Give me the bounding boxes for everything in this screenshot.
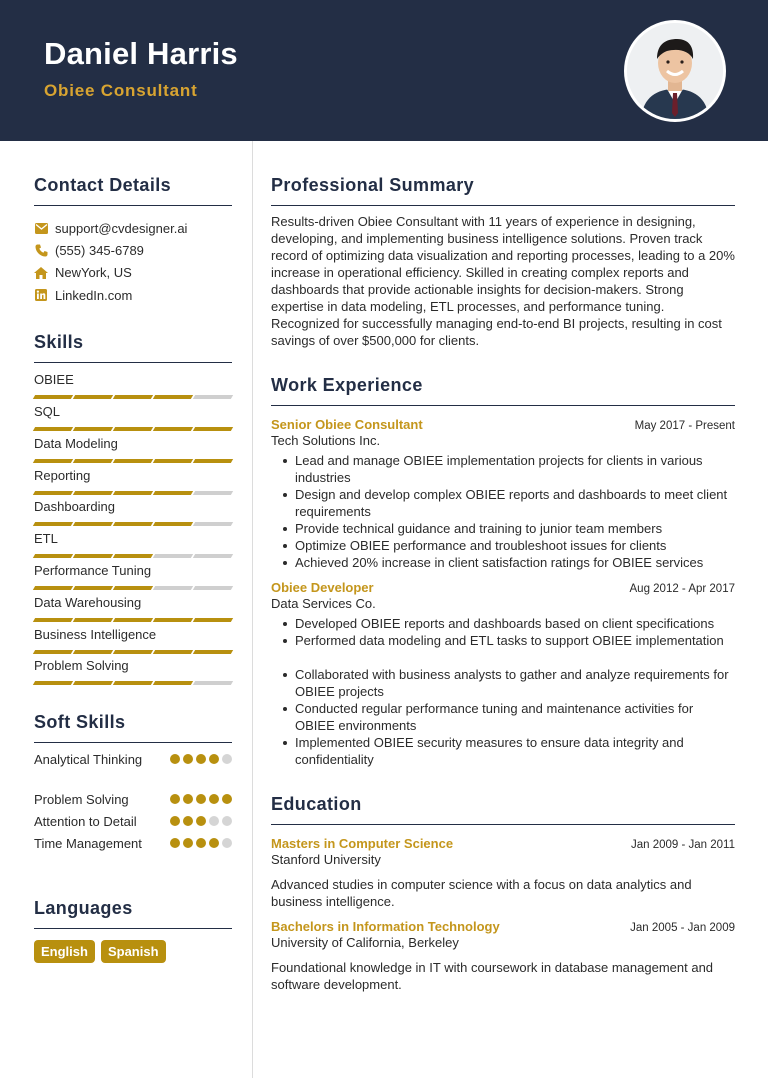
- job-company: Data Services Co.: [271, 596, 376, 611]
- school-name: University of California, Berkeley: [271, 935, 459, 950]
- soft-skill-item: [34, 751, 232, 791]
- skill-level-bar: [34, 395, 232, 399]
- skill-level-segment: [193, 554, 233, 558]
- skill-item: [34, 372, 232, 404]
- skill-item: [34, 468, 232, 500]
- skill-level-segment: [33, 522, 73, 526]
- skill-level-segment: [73, 554, 113, 558]
- rating-dot: [196, 838, 206, 848]
- soft-skill-name: Attention to Detail: [34, 814, 137, 830]
- soft-skill-rating: [170, 816, 232, 826]
- skill-item: [34, 595, 232, 627]
- skill-level-bar: [34, 554, 232, 558]
- skill-item: [34, 404, 232, 436]
- skill-level-bar: [34, 586, 232, 590]
- linkedin-icon: [34, 288, 48, 302]
- job-position: Obiee Developer: [271, 580, 374, 595]
- skill-level-bar: [34, 459, 232, 463]
- contact-location-text: NewYork, US: [55, 265, 132, 281]
- skill-level-segment: [113, 554, 153, 558]
- skill-level-bar: [34, 491, 232, 495]
- degree-title: Bachelors in Information Technology: [271, 919, 500, 934]
- skill-level-segment: [73, 491, 113, 495]
- soft-skill-item: [34, 791, 232, 813]
- skill-level-segment: [113, 650, 153, 654]
- contact-phone-text: (555) 345-6789: [55, 242, 144, 258]
- section-rule: [271, 205, 735, 206]
- skill-level-segment: [33, 395, 73, 399]
- summary-text: Results-driven Obiee Consultant with 11 years of experience in designing, developing, and implementing business intelligence solutions. Proven track record of optimizing data visualization and reporting processes, leading to a 20% increase in operational efficiency. Skilled in creating complex reports and dashboards that provide actionable insights for decision-makers. Strong expertise in data modeling, ETL processes, and performance tuning. Recognized for successfully managing end-to-end BI projects, resulting in cost savings of over $500,000 for clients.: [271, 214, 735, 348]
- skill-level-segment: [193, 586, 233, 590]
- summary-heading: Professional Summary: [271, 175, 475, 195]
- school-name: Stanford University: [271, 852, 381, 867]
- right-column: [271, 172, 735, 993]
- education-dates: Jan 2009 - Jan 2011: [630, 839, 735, 851]
- job-position: Senior Obiee Consultant: [271, 417, 423, 432]
- skill-level-segment: [113, 491, 153, 495]
- skill-item: [34, 563, 232, 595]
- skill-level-segment: [193, 522, 233, 526]
- rating-dot: [209, 754, 219, 764]
- soft-skill-name: Analytical Thinking: [34, 752, 143, 768]
- skill-level-segment: [73, 427, 113, 431]
- skill-level-segment: [113, 395, 153, 399]
- skill-level-segment: [193, 618, 233, 622]
- rating-dot: [170, 794, 180, 804]
- profile-photo: [624, 20, 726, 122]
- rating-dot: [209, 816, 219, 826]
- job-entry: [271, 580, 735, 768]
- degree-title: Masters in Computer Science: [271, 836, 454, 851]
- skill-level-segment: [33, 491, 73, 495]
- rating-dot: [209, 794, 219, 804]
- skill-level-bar: [34, 618, 232, 622]
- skill-level-bar: [34, 650, 232, 654]
- skill-level-segment: [73, 522, 113, 526]
- soft-skill-name: Time Management: [34, 836, 142, 852]
- skills-list: [34, 372, 232, 690]
- education-description: Advanced studies in computer science with a focus on data analytics and business intelligence.: [271, 877, 692, 909]
- phone-icon: [34, 243, 48, 257]
- skill-name: SQL: [34, 403, 61, 419]
- skill-level-segment: [153, 650, 193, 654]
- skill-level-segment: [193, 491, 233, 495]
- job-bullet: Collaborated with business analysts to gather and analyze requirements for OBIEE projects: [271, 666, 735, 700]
- skills-section: [34, 329, 232, 690]
- soft-skills-section: [34, 709, 232, 875]
- skill-item: [34, 499, 232, 531]
- skill-name: OBIEE: [34, 372, 74, 388]
- rating-dot: [196, 794, 206, 804]
- contact-email-text: support@cvdesigner.ai: [55, 220, 188, 236]
- contact-phone[interactable]: [34, 239, 232, 261]
- contact-email[interactable]: [34, 217, 232, 239]
- rating-dot: [183, 794, 193, 804]
- job-dates: May 2017 - Present: [634, 420, 735, 432]
- language-badge: English: [34, 940, 95, 963]
- contact-list: [34, 217, 232, 306]
- job-bullet: Conducted regular performance tuning and maintenance activities for OBIEE environments: [271, 700, 735, 734]
- skill-level-segment: [153, 395, 193, 399]
- skill-name: Reporting: [34, 467, 91, 483]
- summary-section: [271, 172, 735, 349]
- skill-item: [34, 436, 232, 468]
- job-company: Tech Solutions Inc.: [271, 433, 381, 448]
- skill-name: Data Modeling: [34, 435, 118, 451]
- skill-level-bar: [34, 522, 232, 526]
- education-heading: Education: [271, 794, 362, 814]
- skill-level-segment: [153, 554, 193, 558]
- rating-dot: [196, 816, 206, 826]
- skill-level-segment: [33, 459, 73, 463]
- skill-name: Problem Solving: [34, 658, 129, 674]
- job-bullet: Lead and manage OBIEE implementation projects for clients in various industries: [271, 452, 735, 486]
- skill-level-segment: [193, 459, 233, 463]
- skill-level-segment: [153, 427, 193, 431]
- rating-dot: [170, 816, 180, 826]
- soft-skill-rating: [170, 838, 232, 848]
- rating-dot: [170, 754, 180, 764]
- education-dates: Jan 2005 - Jan 2009: [630, 922, 735, 934]
- skill-level-segment: [153, 522, 193, 526]
- skill-level-segment: [113, 618, 153, 622]
- section-rule: [271, 405, 735, 406]
- job-dates: Aug 2012 - Apr 2017: [629, 583, 735, 595]
- skill-item: [34, 531, 232, 563]
- rating-dot: [222, 794, 232, 804]
- job-bullet: Implemented OBIEE security measures to ensure data integrity and confidentiality: [271, 734, 735, 768]
- soft-skill-name: Problem Solving: [34, 792, 129, 808]
- skill-level-segment: [73, 650, 113, 654]
- column-divider: [252, 141, 253, 1078]
- rating-dot: [222, 816, 232, 826]
- education-entry: [271, 836, 735, 910]
- rating-dot: [209, 838, 219, 848]
- skill-level-segment: [113, 586, 153, 590]
- skill-level-segment: [33, 427, 73, 431]
- skill-name: ETL: [34, 531, 58, 547]
- languages-section: [34, 895, 232, 963]
- job-entry: [271, 417, 735, 571]
- job-bullet: Achieved 20% increase in client satisfaction ratings for OBIEE services: [271, 554, 735, 571]
- skill-level-segment: [73, 618, 113, 622]
- contact-linkedin-text: LinkedIn.com: [55, 287, 133, 303]
- skill-level-segment: [73, 459, 113, 463]
- education-section: [271, 791, 735, 993]
- skill-level-bar: [34, 681, 232, 685]
- experience-section: [271, 372, 735, 768]
- skill-level-segment: [113, 681, 153, 685]
- soft-skill-rating: [170, 794, 232, 804]
- envelope-icon: [34, 221, 48, 235]
- skill-level-segment: [113, 459, 153, 463]
- skill-level-segment: [153, 491, 193, 495]
- skill-level-segment: [113, 427, 153, 431]
- skill-item: [34, 627, 232, 659]
- contact-heading: Contact Details: [34, 175, 172, 195]
- job-bullet: Developed OBIEE reports and dashboards based on client specifications: [271, 615, 735, 632]
- job-title: Obiee Consultant: [44, 81, 198, 100]
- rating-dot: [183, 838, 193, 848]
- rating-dot: [183, 816, 193, 826]
- skill-level-segment: [193, 650, 233, 654]
- soft-skills-list: [34, 751, 232, 875]
- skill-level-segment: [153, 681, 193, 685]
- skill-level-segment: [193, 681, 233, 685]
- contact-location: [34, 262, 232, 284]
- section-rule: [271, 824, 735, 825]
- skill-level-segment: [33, 586, 73, 590]
- skill-level-segment: [193, 395, 233, 399]
- job-bullet: Design and develop complex OBIEE reports and dashboards to meet client requirements: [271, 486, 735, 520]
- skill-level-segment: [73, 681, 113, 685]
- candidate-name: Daniel Harris: [44, 36, 238, 71]
- soft-skills-heading: Soft Skills: [34, 712, 126, 733]
- skill-name: Performance Tuning: [34, 562, 152, 578]
- job-bullet: Provide technical guidance and training to junior team members: [271, 520, 735, 537]
- rating-dot: [183, 754, 193, 764]
- job-bullet: Performed data modeling and ETL tasks to support OBIEE implementation: [271, 632, 735, 649]
- education-entry: [271, 919, 735, 993]
- job-bullets: [271, 452, 735, 571]
- skill-level-segment: [153, 586, 193, 590]
- job-bullet: Optimize OBIEE performance and troubleshoot issues for clients: [271, 537, 735, 554]
- skill-level-segment: [73, 395, 113, 399]
- soft-skill-item: [34, 835, 232, 875]
- contact-section: [34, 172, 232, 306]
- section-rule: [34, 742, 232, 743]
- education-description: Foundational knowledge in IT with coursework in database management and software development.: [271, 960, 714, 992]
- rating-dot: [170, 838, 180, 848]
- job-bullets: [271, 615, 735, 768]
- section-rule: [34, 362, 232, 363]
- skill-level-segment: [33, 554, 73, 558]
- rating-dot: [222, 838, 232, 848]
- skill-level-segment: [113, 522, 153, 526]
- skills-heading: Skills: [34, 332, 84, 353]
- skill-level-segment: [33, 681, 73, 685]
- section-rule: [34, 928, 232, 929]
- experience-heading: Work Experience: [271, 375, 423, 395]
- soft-skill-item: [34, 813, 232, 835]
- soft-skill-rating: [170, 754, 232, 764]
- skill-level-segment: [33, 650, 73, 654]
- skill-name: Business Intelligence: [34, 626, 157, 642]
- skill-name: Dashboarding: [34, 499, 115, 515]
- section-rule: [34, 205, 232, 206]
- language-badge: Spanish: [101, 940, 166, 963]
- skill-level-segment: [73, 586, 113, 590]
- contact-linkedin[interactable]: [34, 284, 232, 306]
- skill-level-segment: [153, 459, 193, 463]
- languages-heading: Languages: [34, 898, 133, 919]
- header-banner: [0, 0, 768, 141]
- rating-dot: [222, 754, 232, 764]
- skill-item: [34, 658, 232, 690]
- skill-level-bar: [34, 427, 232, 431]
- home-icon: [34, 266, 48, 280]
- skill-name: Data Warehousing: [34, 594, 142, 610]
- skill-level-segment: [33, 618, 73, 622]
- left-column: [34, 172, 232, 963]
- language-list: [34, 940, 232, 963]
- skill-level-segment: [153, 618, 193, 622]
- skill-level-segment: [193, 427, 233, 431]
- rating-dot: [196, 754, 206, 764]
